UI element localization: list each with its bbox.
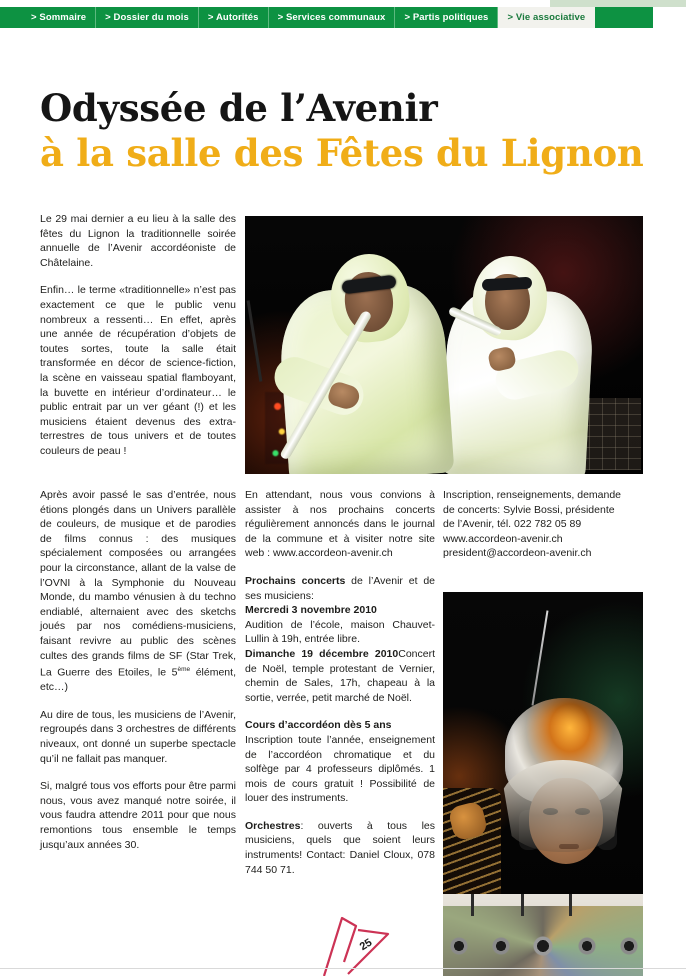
event-2-title: Dimanche 19 décembre 2010	[245, 647, 399, 660]
photo-hazmat-performers	[245, 216, 643, 474]
nav-item-autorites[interactable]: > Autorités	[199, 7, 269, 28]
paragraph-orchestres-contact	[245, 819, 435, 877]
contact-line-2: de concerts: Sylvie Bossi, présidente	[443, 503, 615, 516]
event-1-details: Audition de l’école, maison Chauvet-Lullin à 19h, entrée libre.	[245, 618, 435, 646]
column-1-upper-text	[40, 212, 236, 459]
column-2-text	[245, 488, 435, 877]
heading-cours-accordeon: Cours d’accordéon dès 5 ans	[245, 719, 392, 732]
article-headline	[40, 86, 660, 176]
page-number: 25	[357, 936, 375, 954]
paragraph-cours-accordeon	[245, 718, 435, 806]
nav-item-services-communaux[interactable]: > Services communaux	[269, 7, 396, 28]
paragraph-univers-part-b: élément, etc…)	[40, 666, 236, 694]
column-3-contact-block	[443, 488, 643, 561]
paragraph-orchestres: Au dire de tous, les musiciens de l’Avenir, regroupés dans 3 orchestres de différents niveaux, ont donné un superbe spectacle qu’il ne fallait pas manquer.	[40, 708, 236, 765]
nav-item-dossier-du-mois[interactable]: > Dossier du mois	[96, 7, 199, 28]
nav-item-partis-politiques[interactable]: > Partis politiques	[395, 7, 498, 28]
cours-accordeon-details: Inscription toute l’année, enseignement de l’accordéon chromatique et du solfège par 4 professeurs diplômés. 1 mois de cours gratuit ! Possibilité de louer des instruments.	[245, 733, 435, 805]
nav-item-sommaire[interactable]: > Sommaire	[22, 7, 96, 28]
nav-items-container	[22, 7, 653, 28]
paragraph-prochains-concerts	[245, 574, 435, 705]
orchestres-details: : ouverts à tous les musiciens, quels que soient leurs instruments! Contact: Daniel Cloux, 078 744 50 71.	[245, 819, 435, 876]
headline-line-1: Odyssée de l’Avenir	[40, 86, 438, 130]
footer-divider	[0, 968, 686, 969]
event-1-title: Mercredi 3 novembre 2010	[245, 604, 377, 617]
contact-website[interactable]: www.accordeon-avenir.ch	[443, 532, 563, 545]
event-2-details: Concert de Noël, temple protestant de Vernier, chemin de Sales, 17h, chapeau à la sortie, verrée, petit marché de Noël.	[245, 647, 435, 704]
ordinal-suffix: ème	[177, 666, 191, 674]
cd-wall-discs	[443, 906, 643, 976]
prochains-concerts-intro: de l’Avenir et de ses musiciens:	[245, 574, 435, 602]
page-folio-mark	[318, 904, 410, 976]
paragraph-univers-part-a: Après avoir passé le sas d’entrée, nous étions plongés dans un Univers parallèle de couleurs, de musique et de parodies de films connus : des musiques spécialement composées ou arrangées pour la circonstance, allant de la valse de l’OVNI à la Symphonie du Nouveau Monde, du mambo vénusien à du techno endiablé, alternaient avec des sketchs joués par nos comédiens-musiciens, faisant revivre au public des scènes cultes des grands films de SF (Star Trek, La Guerre des Etoiles, le 5	[40, 489, 236, 679]
paragraph-traditionnelle: Enfin… le terme «traditionnelle» n’est pas exactement ce que le public venu nombreux a ressenti… En effet, après une année de récupération d’objets de toutes sortes, toute la salle était transformée en décor de science-fiction, la scène en vaisseau spatial flamboyant, la buvette en intérieur d’ordinateur… le public entrait par un ver géant (!) et les musiciens étaient devenus des extra-terrestres de tous univers et de toutes couleurs de peau !	[40, 284, 236, 457]
top-navigation-bar	[0, 0, 686, 33]
nav-decorative-strip	[550, 0, 686, 7]
contact-email[interactable]: president@accordeon-avenir.ch	[443, 547, 592, 560]
column-1-lower-text	[40, 488, 236, 852]
paragraph-2011: Si, malgré tous vos efforts pour être parmi nous, vous avez manqué notre soirée, il vous faudra attendre 2011 pour que nous remontions tous ensemble le temps jusqu’aux années 30.	[40, 780, 236, 851]
paragraph-intro: Le 29 mai dernier a eu lieu à la salle des fêtes du Lignon la traditionnelle soirée annuelle de l’Avenir accordéoniste de Châtelaine.	[40, 213, 236, 269]
paragraph-univers-parallele	[40, 488, 236, 695]
paragraph-en-attendant: En attendant, nous vous convions à assister à nos prochains concerts régulièrement annoncés dans le journal de la commune et à visiter notre site web : www.accordeon-avenir.ch	[245, 489, 435, 560]
heading-prochains-concerts: Prochains concerts	[245, 574, 346, 587]
cd-wall-rods	[443, 894, 643, 916]
foil-helmet-rim	[499, 760, 627, 852]
heading-orchestres: Orchestres	[245, 819, 301, 832]
nav-item-vie-associative[interactable]: > Vie associative	[498, 7, 595, 28]
nav-right-filler	[595, 7, 653, 28]
headline-line-2: à la salle des Fêtes du Lignon	[40, 131, 644, 175]
photo-child-foil-helmet	[443, 592, 643, 976]
contact-line-1: Inscription, renseignements, demande	[443, 489, 622, 501]
nav-left-filler	[0, 7, 22, 28]
contact-line-3: de l’Avenir, tél. 022 782 05 89	[443, 518, 582, 531]
